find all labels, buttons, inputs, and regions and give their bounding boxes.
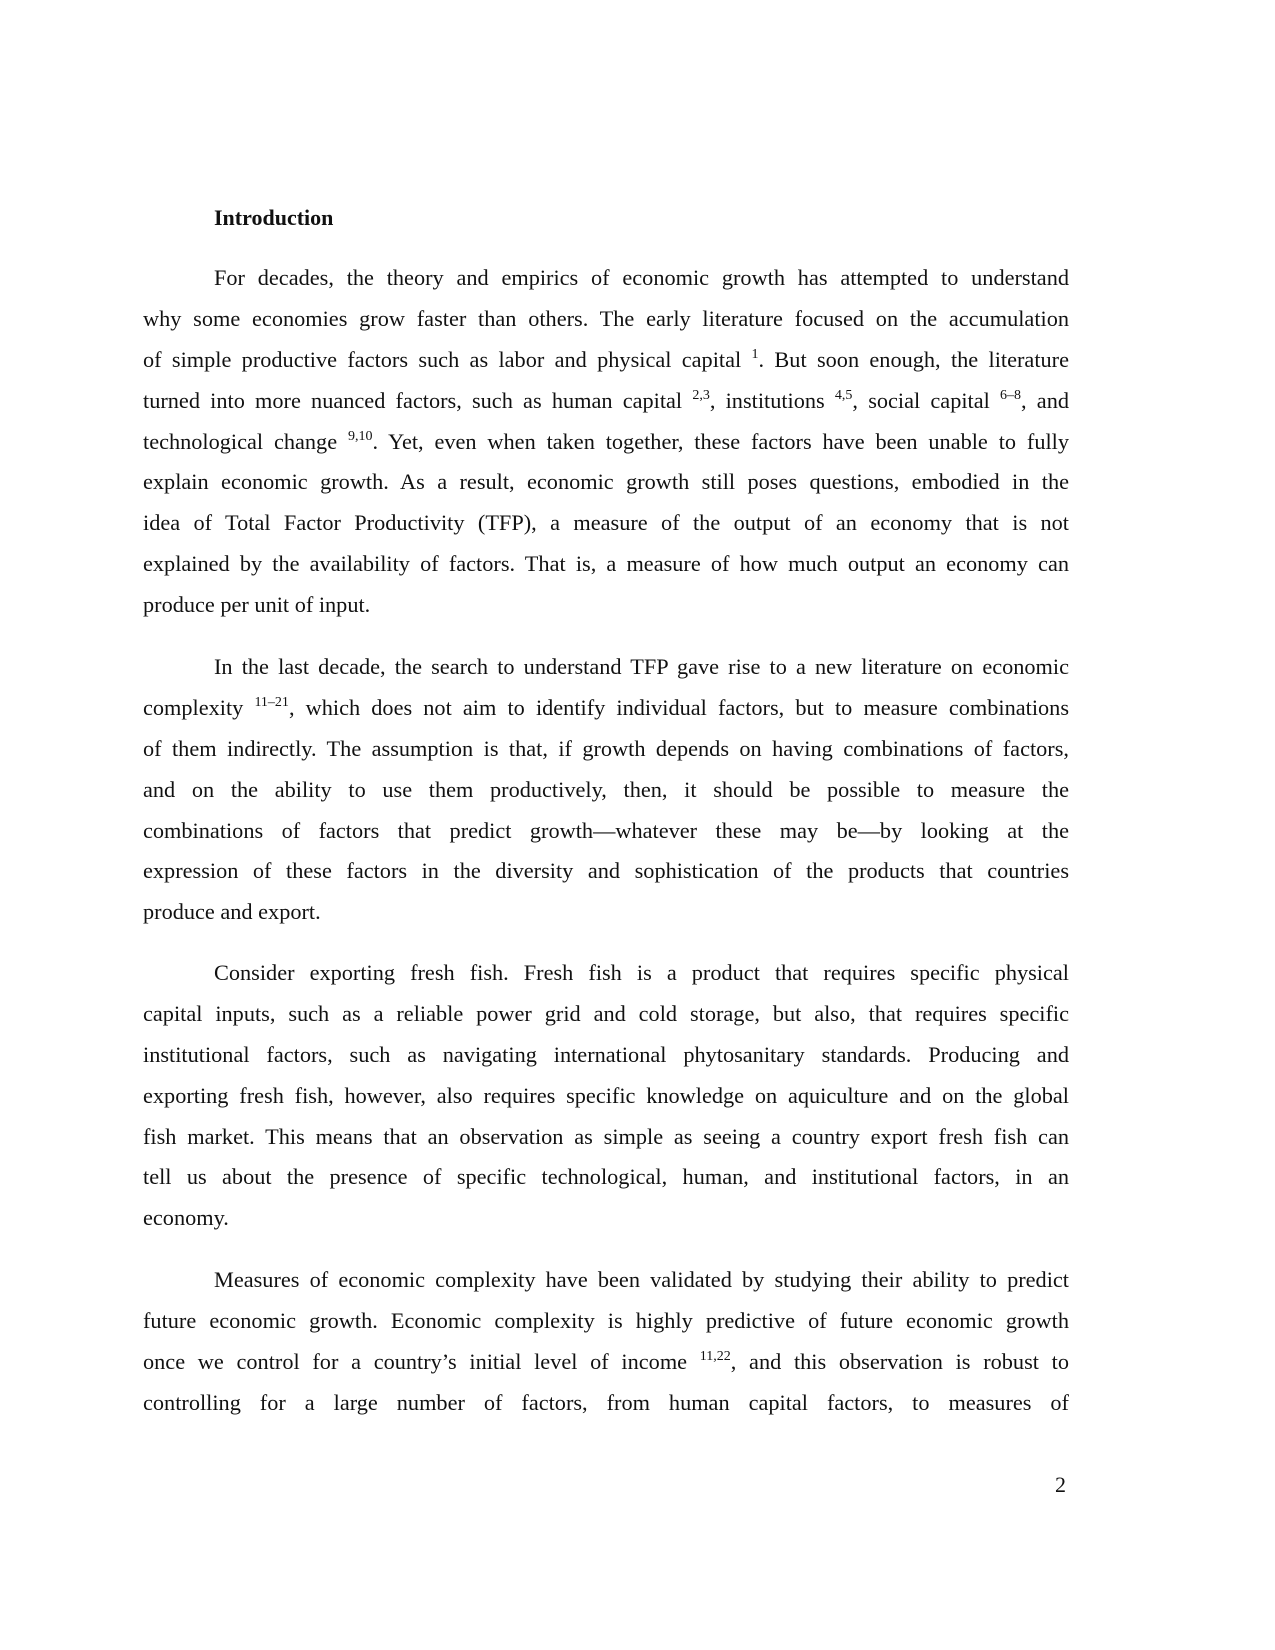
text-run: tell us about the presence of specific technological, human, and institutional factors, in an xyxy=(143,1164,1069,1190)
text-run: once we control for a country’s initial level of income xyxy=(143,1348,700,1374)
text-run: capital inputs, such as a reliable power grid and cold storage, but also, that requires specific xyxy=(143,1000,1069,1026)
text-run: , social capital xyxy=(852,387,1001,413)
text-run: produce and export. xyxy=(143,899,321,925)
citation-superscript: 6–8 xyxy=(1000,387,1022,403)
citation-superscript: 11–21 xyxy=(254,694,289,710)
text-run: For decades, the theory and empirics of economic growth has attempted to understand xyxy=(214,265,1069,290)
text-run: exporting fresh fish, however, also requires specific knowledge on aquiculture and on the global xyxy=(143,1082,1069,1108)
text-run: explained by the availability of factors. That is, a measure of how much output an economy can xyxy=(143,551,1069,577)
text-run: future economic growth. Economic complexity is highly predictive of future economic growth xyxy=(143,1307,1069,1333)
text-run: institutional factors, such as navigating international phytosanitary standards. Producing and xyxy=(143,1041,1069,1067)
page-number: 2 xyxy=(1055,1472,1066,1497)
text-run: of them indirectly. The assumption is that, if growth depends on having combinations of factors, xyxy=(143,735,1069,761)
text-run: economy. xyxy=(143,1205,229,1231)
text-run: controlling for a large number of factors, from human capital factors, to measures of xyxy=(143,1389,1069,1415)
paragraph-2 xyxy=(143,647,1069,933)
text-line xyxy=(143,851,1069,892)
text-run: combinations of factors that predict growth—whatever these may be—by looking at the xyxy=(143,817,1069,843)
text-run: technological change xyxy=(143,428,348,454)
text-line xyxy=(143,299,1069,340)
text-line xyxy=(143,340,1069,381)
text-line xyxy=(143,422,1069,463)
citation-superscript: 9,10 xyxy=(347,428,373,444)
citation-superscript: 11,22 xyxy=(699,1348,731,1364)
text-line xyxy=(143,462,1069,503)
text-line xyxy=(143,1157,1069,1198)
text-line xyxy=(143,811,1069,852)
text-line xyxy=(143,729,1069,770)
text-line xyxy=(143,994,1069,1035)
text-line xyxy=(143,1117,1069,1158)
text-run: In the last decade, the search to understand TFP gave rise to a new literature on economic xyxy=(214,654,1069,679)
text-line xyxy=(143,1035,1069,1076)
text-run: Measures of economic complexity have been validated by studying their ability to predict xyxy=(214,1267,1069,1292)
text-run: of simple productive factors such as labor and physical capital xyxy=(143,346,752,372)
text-line xyxy=(143,1198,1069,1239)
text-run: . But soon enough, the literature xyxy=(758,346,1069,372)
paragraph-4 xyxy=(143,1260,1069,1424)
text-line xyxy=(143,1301,1069,1342)
citation-superscript: 2,3 xyxy=(692,387,710,403)
text-run: expression of these factors in the diversity and sophistication of the products that countries xyxy=(143,858,1069,884)
text-line xyxy=(143,381,1069,422)
text-line xyxy=(143,892,1069,933)
text-run: turned into more nuanced factors, such as human capital xyxy=(143,387,693,413)
text-run: , which does not aim to identify individual factors, but to measure combinations xyxy=(288,694,1070,720)
text-run: produce per unit of input. xyxy=(143,592,371,618)
text-run: , and xyxy=(1021,387,1069,413)
text-run: explain economic growth. As a result, economic growth still poses questions, embodied in the xyxy=(143,469,1069,495)
text-run: , institutions xyxy=(709,387,835,413)
section-heading: Introduction xyxy=(214,205,334,230)
text-run: and on the ability to use them productively, then, it should be possible to measure the xyxy=(143,776,1069,802)
paragraph-3 xyxy=(143,953,1069,1239)
text-run: complexity xyxy=(143,694,255,720)
text-line xyxy=(143,953,1069,994)
text-line xyxy=(143,1383,1069,1424)
text-line xyxy=(143,503,1069,544)
citation-superscript: 4,5 xyxy=(834,387,853,403)
text-line xyxy=(143,1076,1069,1117)
text-run: . Yet, even when taken together, these factors have been unable to fully xyxy=(372,428,1070,454)
text-line xyxy=(143,258,1069,299)
text-run: Consider exporting fresh fish. Fresh fish is a product that requires specific physical xyxy=(214,960,1069,985)
text-line xyxy=(143,770,1069,811)
citation-superscript: 1 xyxy=(751,346,759,362)
text-line xyxy=(143,688,1069,729)
text-line xyxy=(143,1342,1069,1383)
text-line xyxy=(143,647,1069,688)
text-line xyxy=(143,1260,1069,1301)
text-line xyxy=(143,585,1069,626)
text-run: fish market. This means that an observation as simple as seeing a country export fresh fish can xyxy=(143,1123,1069,1149)
paragraph-1 xyxy=(143,258,1069,626)
text-run: idea of Total Factor Productivity (TFP), a measure of the output of an economy that is not xyxy=(143,510,1069,536)
text-line xyxy=(143,544,1069,585)
text-run: , and this observation is robust to xyxy=(730,1348,1069,1374)
text-run: why some economies grow faster than others. The early literature focused on the accumulation xyxy=(143,305,1069,331)
